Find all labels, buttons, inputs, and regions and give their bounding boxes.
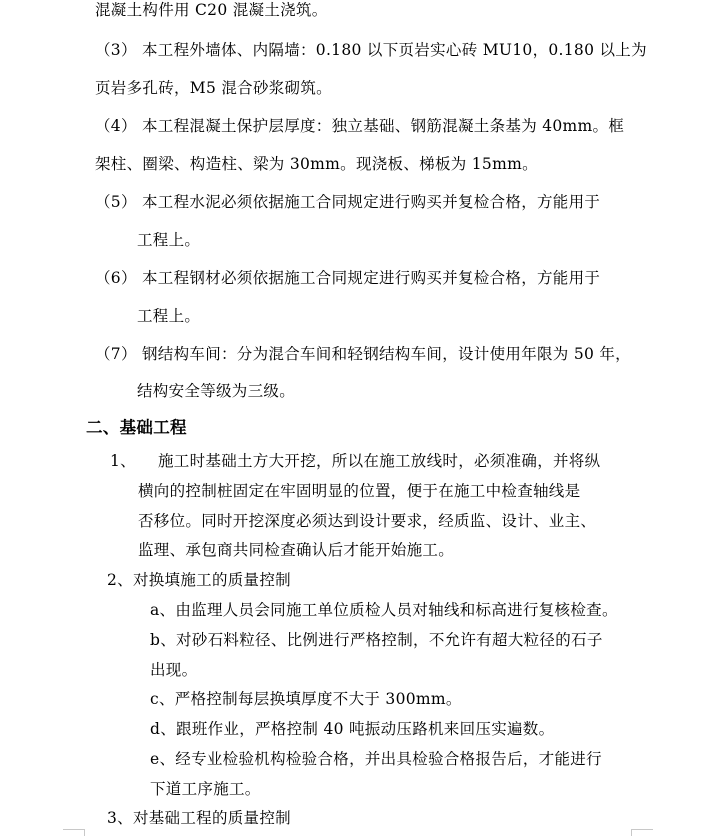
page-corner-mark bbox=[631, 829, 632, 836]
text-line: 工程上。 bbox=[137, 231, 201, 249]
list-number: 1、 bbox=[110, 452, 136, 470]
text-line: 工程上。 bbox=[137, 307, 201, 325]
page-corner-mark bbox=[631, 829, 653, 830]
text-line: 架柱、圈梁、构造柱、梁为 30mm。现浇板、梯板为 15mm。 bbox=[95, 155, 538, 173]
text-line: e、经专业检验机构检验合格，并出具检验合格报告后，才能进行 bbox=[150, 750, 602, 768]
section-heading: 二、基础工程 bbox=[86, 418, 187, 437]
text-line: （5） 本工程水泥必须依据施工合同规定进行购买并复检合格，方能用于 bbox=[95, 193, 601, 211]
text-line: 下道工序施工。 bbox=[150, 780, 261, 798]
text-line: （7） 钢结构车间：分为混合车间和轻钢结构车间，设计使用年限为 50 年， bbox=[95, 345, 631, 363]
text-line: （6） 本工程钢材必须依据施工合同规定进行购买并复检合格，方能用于 bbox=[95, 269, 601, 287]
text-line: a、由监理人员会同施工单位质检人员对轴线和标高进行复核检查。 bbox=[150, 601, 618, 619]
text-line: （4） 本工程混凝土保护层厚度：独立基础、钢筋混凝土条基为 40mm。框 bbox=[95, 117, 625, 135]
text-line: 3、对基础工程的质量控制 bbox=[107, 809, 291, 827]
text-line: 否移位。同时开挖深度必须达到设计要求，经质监、设计、业主、 bbox=[138, 512, 597, 530]
text-line: 页岩多孔砖，M5 混合砂浆砌筑。 bbox=[95, 79, 332, 97]
text-line: 结构安全等级为三级。 bbox=[137, 382, 296, 400]
page-corner-mark bbox=[63, 829, 85, 830]
text-line: （3） 本工程外墙体、内隔墙：0.180 以下页岩实心砖 MU10，0.180 以上为 bbox=[95, 41, 647, 59]
text-line: 施工时基础土方大开挖，所以在施工放线时，必须准确，并将纵 bbox=[158, 452, 601, 470]
page-corner-mark bbox=[84, 829, 85, 836]
text-line: 监理、承包商共同检查确认后才能开始施工。 bbox=[138, 541, 455, 559]
text-line: c、严格控制每层换填厚度不大于 300mm。 bbox=[150, 690, 462, 708]
text-line: d、跟班作业，严格控制 40 吨振动压路机来回压实遍数。 bbox=[150, 720, 555, 738]
text-line: 横向的控制桩固定在牢固明显的位置，便于在施工中检查轴线是 bbox=[138, 482, 581, 500]
text-line: 混凝土构件用 C20 混凝土浇筑。 bbox=[95, 1, 328, 19]
text-line: 2、对换填施工的质量控制 bbox=[107, 571, 291, 589]
text-line: b、对砂石料粒径、比例进行严格控制，不允许有超大粒径的石子 bbox=[150, 631, 603, 649]
text-line: 出现。 bbox=[150, 661, 198, 679]
